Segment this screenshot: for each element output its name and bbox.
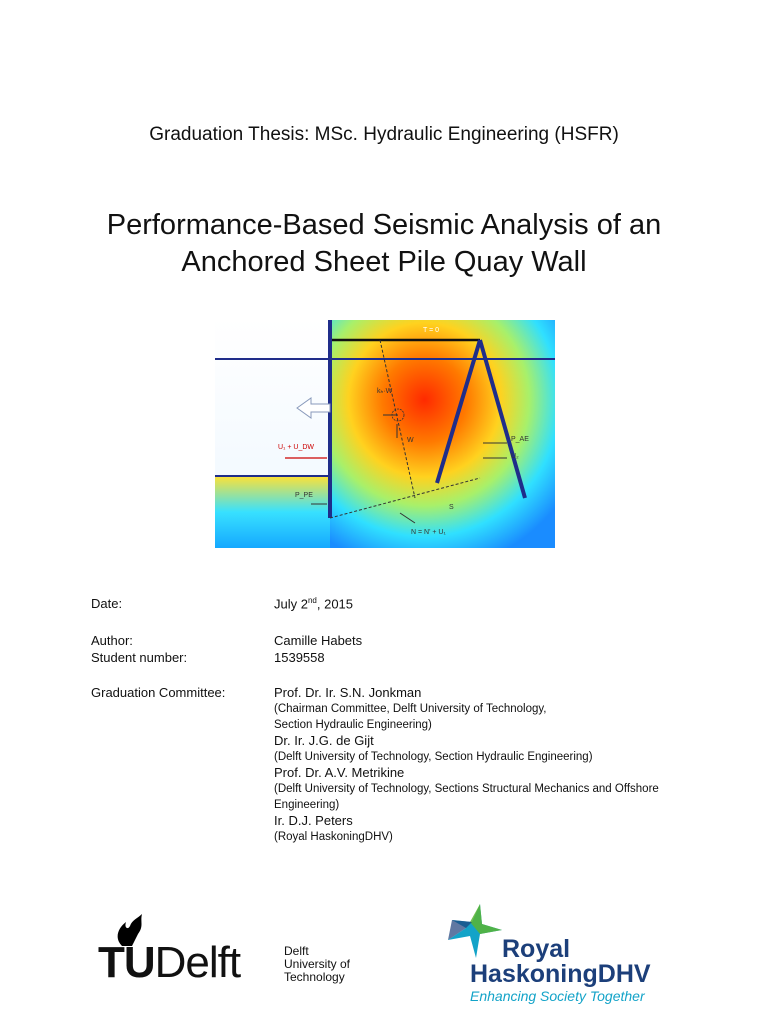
- title-line-2: Anchored Sheet Pile Quay Wall: [181, 246, 587, 278]
- author-value: Camille Habets: [274, 633, 363, 648]
- committee-member-name: Prof. Dr. A.V. Metrikine: [274, 765, 405, 780]
- title-line-1: Performance-Based Seismic Analysis of an: [106, 209, 662, 241]
- label-p-pe: P_PE: [295, 492, 313, 499]
- seismic-analysis-figure: [215, 318, 555, 548]
- student-number-value: 1539558: [274, 650, 325, 665]
- thesis-subtitle: Graduation Thesis: MSc. Hydraulic Engineering (HSFR): [149, 124, 619, 145]
- label-kh-w: kₕ·W: [377, 388, 393, 395]
- committee-member-name: Ir. D.J. Peters: [274, 813, 353, 828]
- committee-member-affiliation: (Delft University of Technology, Section Hydraulic Engineering): [274, 751, 593, 763]
- committee-member-name: Prof. Dr. Ir. S.N. Jonkman: [274, 685, 422, 700]
- tudelft-sub-1: Delft: [284, 944, 309, 958]
- label-s: S: [449, 504, 454, 511]
- rhdhv-star-icon: [442, 900, 508, 962]
- label-n: N = N' + U₁: [411, 529, 446, 536]
- label-u-total: U₁ + U_DW: [278, 444, 315, 451]
- rhdhv-royal: Royal: [502, 935, 571, 963]
- thesis-title: [0, 207, 768, 281]
- committee-label: Graduation Committee:: [91, 685, 226, 700]
- label-w: W: [407, 437, 414, 444]
- committee-member-name: Dr. Ir. J.G. de Gijt: [274, 733, 374, 748]
- label-u2: U₂: [511, 453, 519, 460]
- tudelft-wordmark: TUDelft: [98, 938, 241, 987]
- seabed-field: [215, 476, 330, 548]
- date-label: Date:: [91, 596, 123, 611]
- tudelft-sub-2: University of: [284, 957, 351, 971]
- tudelft-sub-3: Technology: [284, 970, 345, 984]
- rhdhv-tagline: Enhancing Society Together: [470, 988, 645, 1004]
- committee-member-affiliation: (Delft University of Technology, Sections Structural Mechanics and Offshore Engineering): [274, 783, 659, 811]
- student-number-label: Student number:: [91, 650, 188, 665]
- label-t0: T = 0: [423, 327, 440, 334]
- committee-member-affiliation: (Chairman Committee, Delft University of Technology, Section Hydraulic Engineering): [274, 703, 547, 731]
- committee-member-affiliation: (Royal HaskoningDHV): [274, 831, 393, 843]
- author-label: Author:: [91, 633, 133, 648]
- rhdhv-haskoning: HaskoningDHV: [470, 960, 651, 988]
- date-value: July 2nd, 2015: [274, 596, 354, 612]
- soil-heat-field: [330, 320, 555, 548]
- label-p-ae: P_AE: [511, 436, 529, 443]
- committee-list: [274, 685, 694, 845]
